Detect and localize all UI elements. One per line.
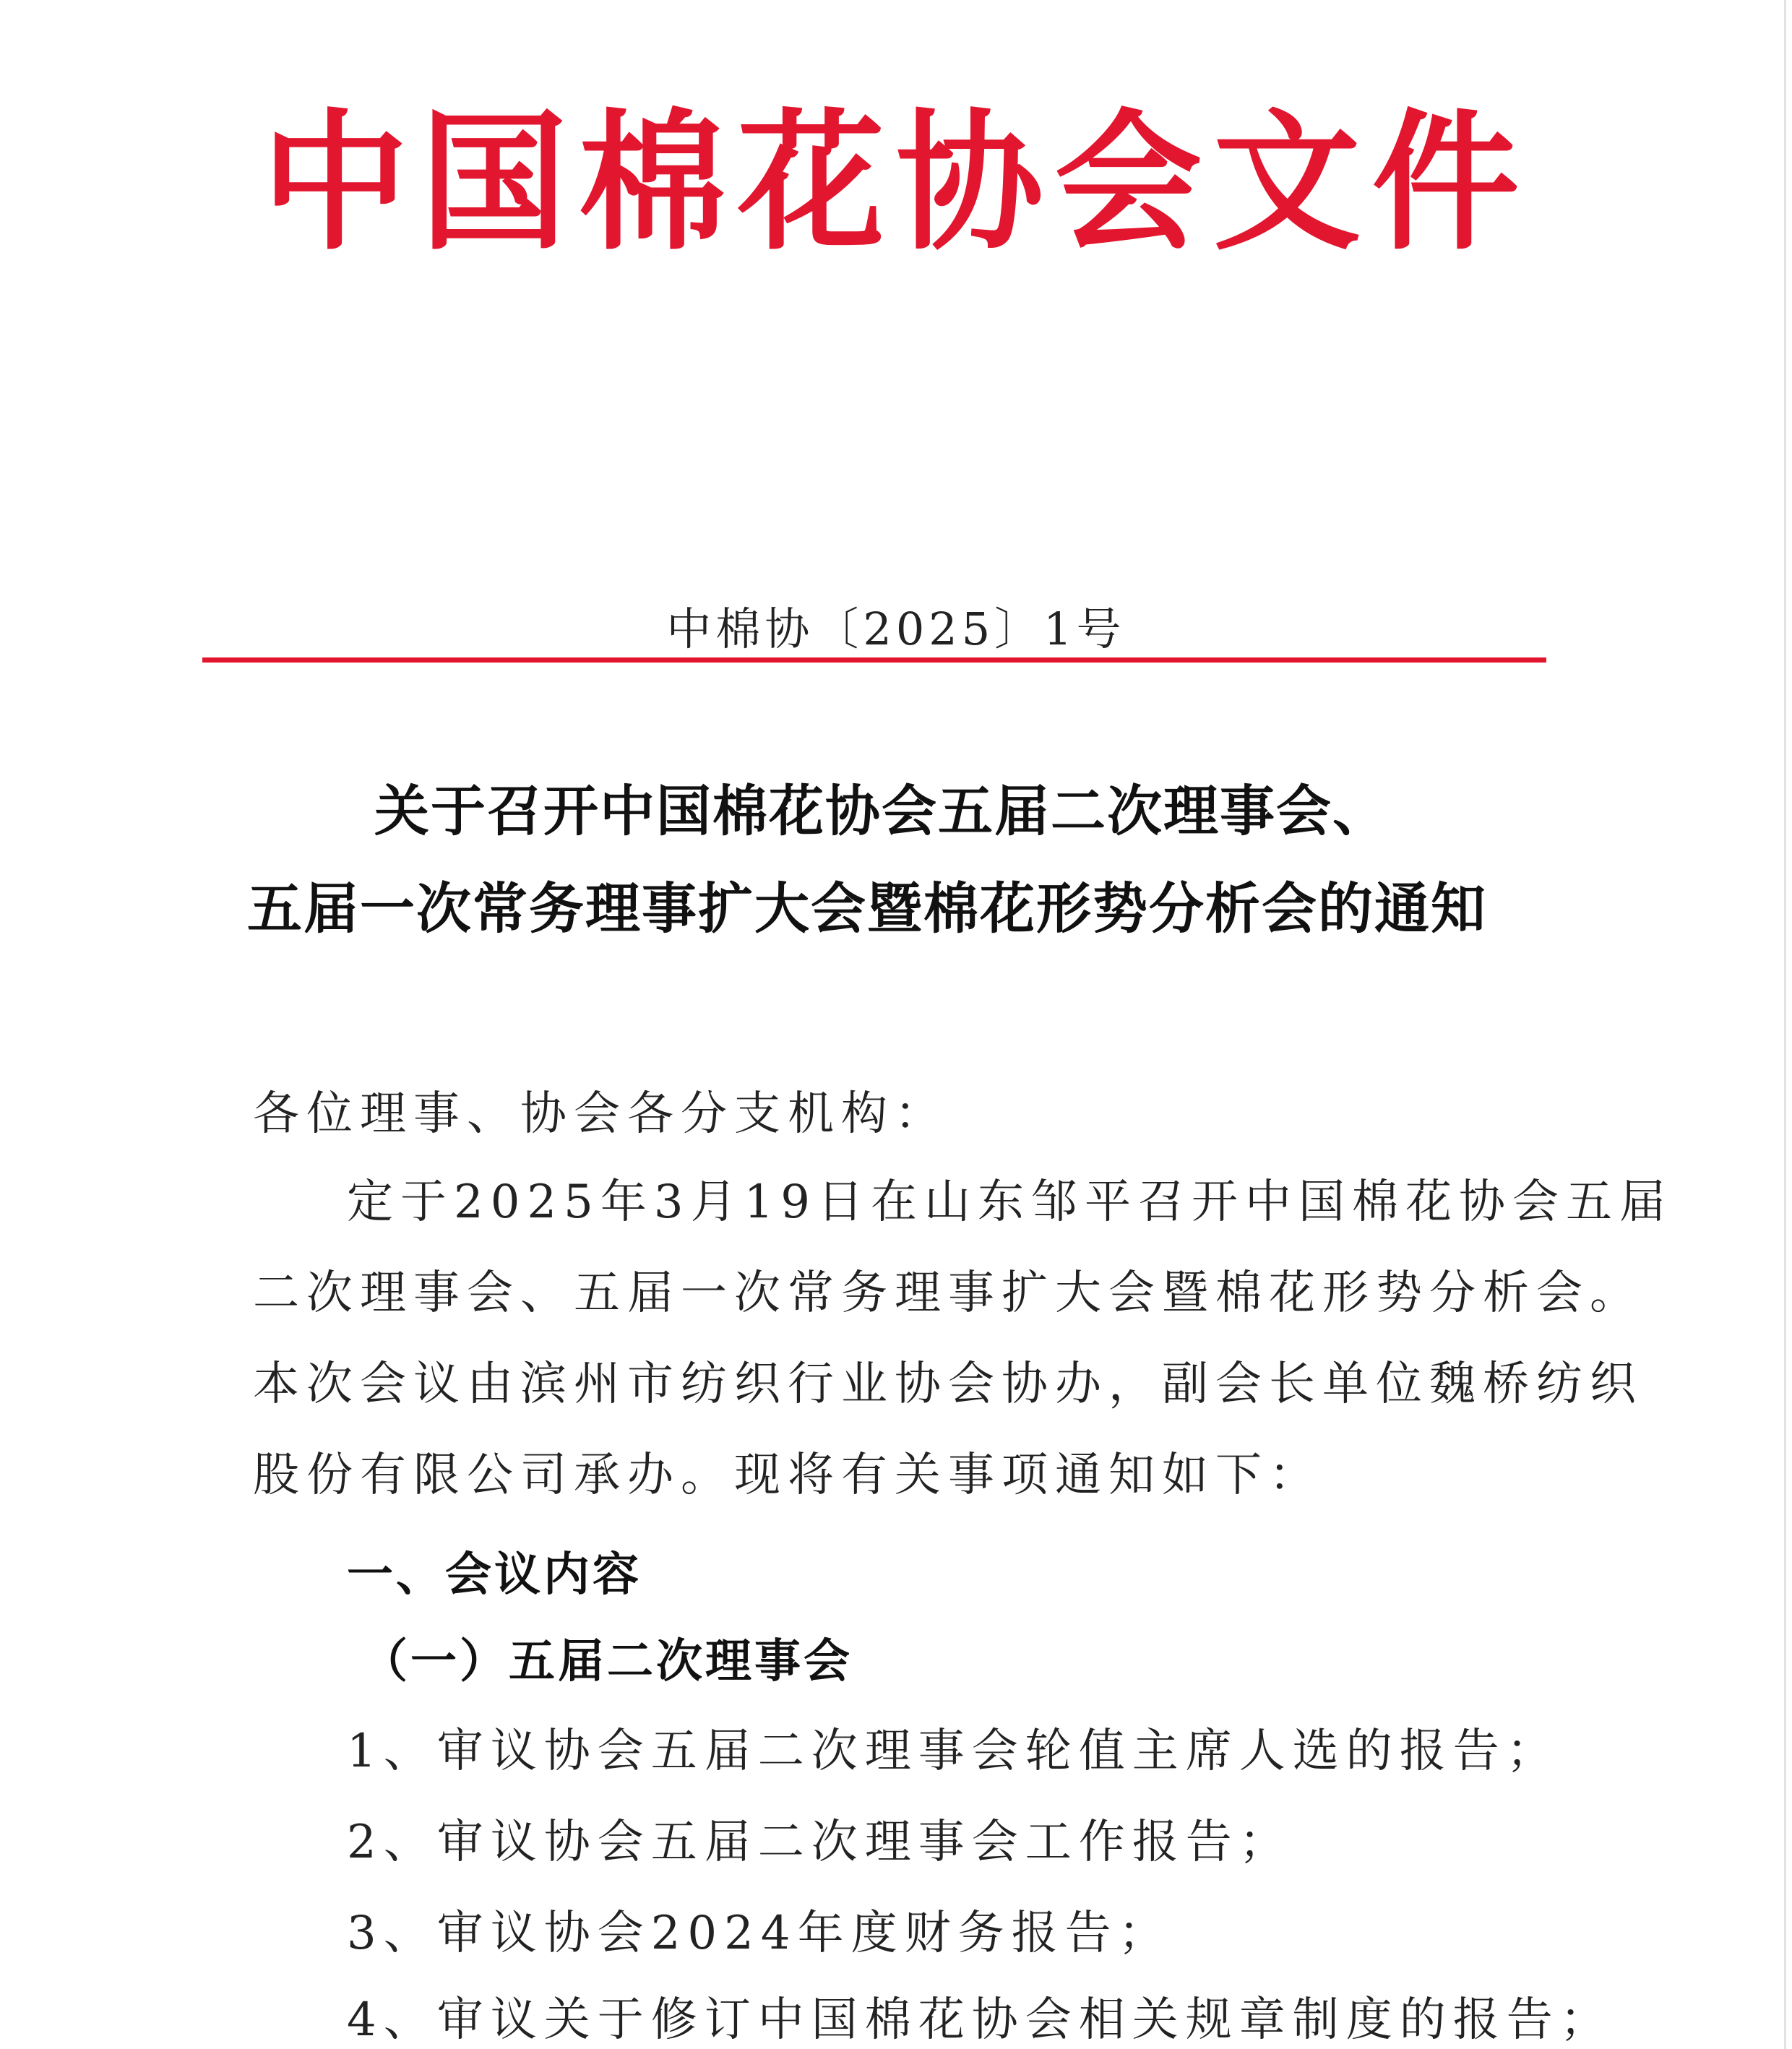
salutation: 各位理事、协会各分支机构： <box>253 1087 948 1141</box>
agenda-item: 1、审议协会五届二次理事会轮值主席人选的报告； <box>347 1725 1560 1778</box>
agenda-item: 4、审议关于修订中国棉花协会相关规章制度的报告； <box>347 1993 1614 2047</box>
notice-title-line-1: 关于召开中国棉花协会五届二次理事会、 <box>374 779 1389 843</box>
subsection-heading-council: （一）五届二次理事会 <box>361 1635 853 1688</box>
paragraph-line: 定于2025年3月19日在山东邹平召开中国棉花协会五届 <box>347 1176 1673 1229</box>
scan-edge <box>1784 0 1786 2049</box>
paragraph-line: 本次会议由滨州市纺织行业协会协办，副会长单位魏桥纺织 <box>253 1358 1643 1411</box>
paragraph-line: 股份有限公司承办。现将有关事项通知如下： <box>253 1449 1322 1502</box>
agenda-item: 2、审议协会五届二次理事会工作报告； <box>347 1816 1293 1869</box>
document-number: 中棉协〔2025〕1号 <box>666 603 1126 655</box>
org-header-title: 中国棉花协会文件 <box>261 96 1531 271</box>
section-heading-meeting-content: 一、会议内容 <box>347 1548 642 1602</box>
agenda-item: 3、审议协会2024年度财务报告； <box>347 1907 1172 1960</box>
paragraph-line: 二次理事会、五届一次常务理事扩大会暨棉花形势分析会。 <box>253 1267 1643 1320</box>
notice-title-line-2: 五届一次常务理事扩大会暨棉花形势分析会的通知 <box>247 876 1487 941</box>
red-divider-line <box>202 657 1546 663</box>
